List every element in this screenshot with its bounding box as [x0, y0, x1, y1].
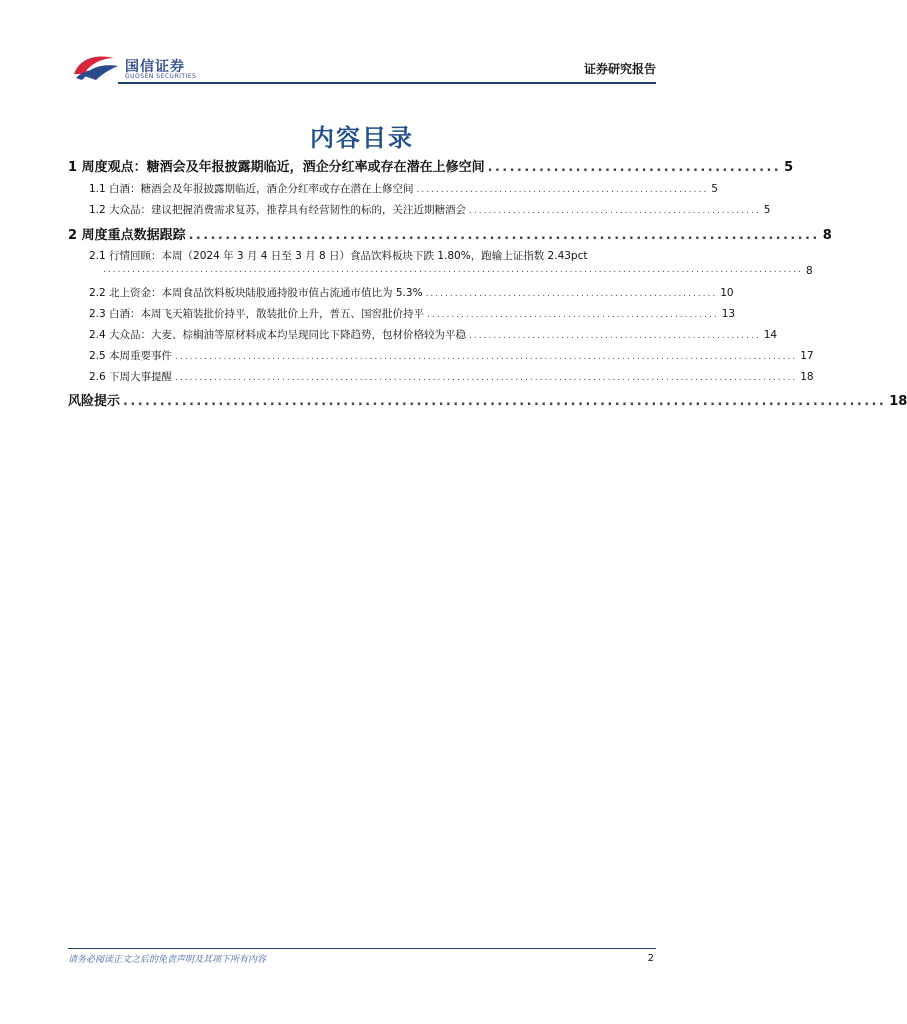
toc-page-number: 14	[763, 329, 778, 341]
toc-entry-text: 1.2 大众品：建议把握消费需求复苏，推荐具有经营韧性的标的，关注近期糖酒会	[89, 204, 467, 216]
toc-entry-text: 2.3 白酒：本周飞天箱装批价持平，散装批价上升，普五、国窖批价持平	[89, 308, 425, 320]
toc-entry-2-1-continuation	[103, 265, 813, 277]
toc-title: 内容目录	[310, 124, 414, 152]
toc-leader-dots: ................................................................................................................................................	[103, 265, 803, 275]
toc-leader-dots: ............................................................	[416, 185, 709, 195]
toc-page-number: 5	[711, 183, 718, 195]
toc-leader-dots: ................................................................................................................................	[175, 352, 798, 362]
toc-entry-2-5[interactable]	[68, 348, 814, 363]
toc-entry-2-3[interactable]	[68, 306, 736, 321]
toc-page-number: 5	[784, 160, 794, 175]
toc-leader-dots: ........................................	[487, 160, 782, 175]
toc-leader-dots: ............................................................	[469, 331, 761, 341]
toc-leader-dots: ............................................................	[469, 206, 761, 216]
toc-page-number: 10	[720, 287, 734, 299]
toc-entry-2-1[interactable]	[68, 248, 656, 263]
toc-page-number: 18	[889, 394, 907, 409]
toc-entry-2-2[interactable]	[68, 285, 734, 300]
toc-entry-text: 2 周度重点数据跟踪	[68, 228, 186, 243]
header-divider	[118, 82, 656, 84]
toc-page-number: 8	[822, 228, 832, 243]
toc-entry-text: 1 周度观点：糖酒会及年报披露期临近，酒企分红率或存在潜在上修空间	[68, 160, 485, 175]
logo-english-name: GUOSEN SECURITIES	[125, 73, 197, 80]
toc-entry-text: 2.6 下周大事提醒	[89, 371, 173, 383]
toc-entry-1-2[interactable]	[68, 202, 771, 217]
toc-entry-1-1[interactable]	[68, 181, 718, 196]
logo-chinese-name: 国信证券	[125, 59, 185, 75]
report-type-label: 证券研究报告	[583, 62, 656, 76]
toc-entry-text: 2.1 行情回顾：本周（2024 年 3 月 4 日至 3 月 8 日）食品饮料板块下跌 1.80%，跑输上证指数 2.43pct	[89, 250, 588, 262]
page-number: 2	[647, 953, 654, 964]
toc-entry-text: 2.2 北上资金：本周食品饮料板块陆股通持股市值占流通市值比为 5.3%	[89, 287, 423, 299]
toc-entry-2[interactable]	[68, 224, 832, 243]
toc-leader-dots: ......................................................................................	[188, 228, 820, 243]
footer-divider	[68, 948, 656, 949]
guosen-logo	[70, 52, 200, 82]
toc-entry-2-4[interactable]	[68, 327, 778, 342]
toc-page-number: 18	[800, 371, 814, 383]
toc-leader-dots: ................................................................................................................................	[175, 373, 798, 383]
toc-page-number: 17	[800, 350, 814, 362]
toc-entry-risk[interactable]	[68, 390, 907, 409]
toc-entry-2-6[interactable]	[68, 369, 814, 384]
toc-page-number: 13	[721, 308, 736, 320]
toc-page-number: 8	[805, 265, 813, 277]
toc-page-number: 5	[763, 204, 771, 216]
toc-entry-1[interactable]	[68, 156, 794, 175]
footer-disclaimer: 请务必阅读正文之后的免责声明及其项下所有内容	[68, 955, 267, 965]
toc-entry-text: 2.4 大众品：大麦、棕榈油等原材料成本均呈现同比下降趋势，包材价格较为平稳	[89, 329, 467, 341]
toc-leader-dots: ............................................................	[427, 310, 719, 320]
toc-entry-text: 风险提示	[68, 394, 121, 409]
toc-leader-dots: ............................................................	[425, 289, 718, 299]
guosen-logo-mark-icon	[70, 52, 122, 82]
page-header	[68, 50, 656, 84]
toc-entry-text: 1.1 白酒：糖酒会及年报披露期临近，酒企分红率或存在潜在上修空间	[89, 183, 414, 195]
toc-entry-text: 2.5 本周重要事件	[89, 350, 173, 362]
toc-leader-dots: ........................................................................................................	[123, 394, 887, 409]
